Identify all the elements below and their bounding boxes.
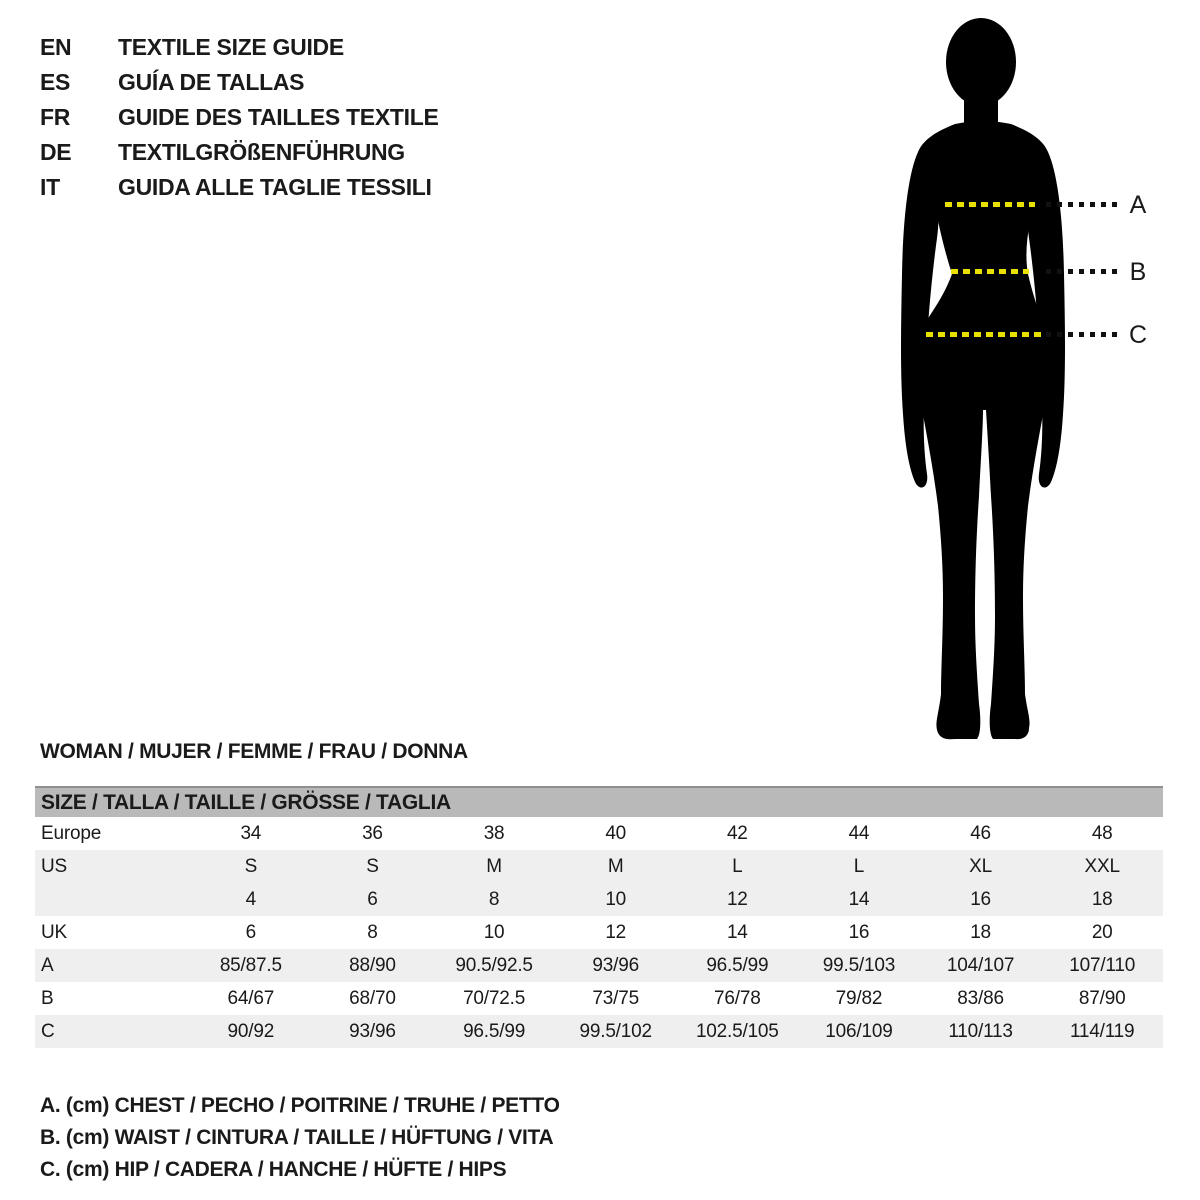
chest-connector-dots — [1046, 202, 1118, 207]
cell: 68/70 — [349, 987, 396, 1009]
cell: S — [190, 850, 312, 883]
table-row-chest-a — [35, 949, 1163, 982]
cell: 16 — [920, 883, 1042, 916]
cell: 44 — [848, 822, 870, 844]
cell: 34 — [240, 822, 262, 844]
row-label-europe: Europe — [41, 822, 102, 844]
lang-label-en: TEXTILE SIZE GUIDE — [118, 34, 344, 60]
cell: 46 — [970, 822, 991, 844]
cell: 106/109 — [798, 1015, 920, 1048]
cell: 14 — [798, 883, 920, 916]
lang-code-en: EN — [40, 34, 72, 60]
cell: 87/90 — [1078, 987, 1126, 1009]
cell: M — [555, 850, 677, 883]
size-table-header-row — [35, 787, 1163, 817]
cell: 10 — [555, 883, 677, 916]
row-label-us: US — [35, 850, 190, 883]
waist-dash-line — [951, 269, 1029, 274]
row-label-c: C — [35, 1015, 190, 1048]
cell: 18 — [970, 921, 991, 943]
cell: 96.5/99 — [677, 949, 799, 982]
cell: 104/107 — [920, 949, 1042, 982]
lang-label-es: GUÍA DE TALLAS — [118, 69, 305, 95]
lang-code-es: ES — [40, 69, 71, 95]
cell: 12 — [677, 883, 799, 916]
row-label-b: B — [41, 987, 54, 1009]
lang-code-it: IT — [40, 174, 60, 200]
cell: 110/113 — [920, 1015, 1042, 1048]
table-row-hip-c — [35, 1015, 1163, 1048]
cell: 6 — [245, 921, 256, 943]
cell: 114/119 — [1041, 1015, 1163, 1048]
cell: 90.5/92.5 — [433, 949, 555, 982]
woman-silhouette-icon — [895, 6, 1085, 746]
cell: 79/82 — [835, 987, 883, 1009]
measurement-legend — [40, 1090, 560, 1186]
cell: 36 — [362, 822, 383, 844]
lang-code-fr: FR — [40, 104, 71, 130]
chest-measure-label: A — [1129, 191, 1147, 219]
lang-code-de: DE — [40, 139, 72, 165]
cell: 42 — [726, 822, 748, 844]
cell: L — [798, 850, 920, 883]
cell: 93/96 — [312, 1015, 434, 1048]
size-table — [35, 786, 1163, 1048]
cell: 83/86 — [957, 987, 1004, 1009]
table-row-us-numeric — [35, 883, 1163, 916]
waist-connector-dots — [1046, 269, 1118, 274]
cell: L — [677, 850, 799, 883]
lang-label-fr: GUIDE DES TAILLES TEXTILE — [118, 104, 439, 130]
cell: 93/96 — [555, 949, 677, 982]
cell: S — [312, 850, 434, 883]
size-table-header-label: SIZE / TALLA / TAILLE / GRÖSSE / TAGLIA — [35, 787, 1163, 817]
cell: 64/67 — [227, 987, 275, 1009]
legend-line-chest: A. (cm) CHEST / PECHO / POITRINE / TRUHE / PETTO — [40, 1094, 560, 1117]
row-label-a: A — [35, 949, 190, 982]
cell: 16 — [848, 921, 870, 943]
cell: 20 — [1091, 921, 1113, 943]
cell: 85/87.5 — [190, 949, 312, 982]
cell: 18 — [1041, 883, 1163, 916]
row-label-uk: UK — [41, 921, 67, 943]
cell: 107/110 — [1041, 949, 1163, 982]
cell: 48 — [1091, 822, 1113, 844]
cell: 76/78 — [714, 987, 761, 1009]
cell: XL — [920, 850, 1042, 883]
cell: 99.5/103 — [798, 949, 920, 982]
cell: 4 — [190, 883, 312, 916]
cell: 70/72.5 — [463, 987, 526, 1009]
waist-measure-label: B — [1129, 258, 1147, 286]
cell: M — [433, 850, 555, 883]
cell: XXL — [1041, 850, 1163, 883]
cell: 12 — [605, 921, 627, 943]
cell: 40 — [605, 822, 627, 844]
legend-line-hip: C. (cm) HIP / CADERA / HANCHE / HÜFTE / HIPS — [40, 1158, 507, 1181]
cell: 99.5/102 — [555, 1015, 677, 1048]
hip-connector-dots — [1046, 332, 1118, 337]
lang-label-it: GUIDA ALLE TAGLIE TESSILI — [118, 174, 432, 200]
cell: 10 — [483, 921, 505, 943]
table-row-waist-b — [35, 982, 1163, 1015]
cell: 38 — [483, 822, 505, 844]
lang-label-de: TEXTILGRÖßENFÜHRUNG — [118, 139, 405, 165]
chest-dash-line — [945, 202, 1035, 207]
cell: 90/92 — [190, 1015, 312, 1048]
table-row-us — [35, 850, 1163, 883]
hip-dash-line — [926, 332, 1044, 337]
hip-measure-label: C — [1128, 321, 1148, 349]
cell: 88/90 — [312, 949, 434, 982]
cell: 8 — [433, 883, 555, 916]
cell: 96.5/99 — [433, 1015, 555, 1048]
cell: 14 — [726, 921, 748, 943]
cell: 8 — [367, 921, 378, 943]
cell: 6 — [312, 883, 434, 916]
table-row-uk — [35, 916, 1163, 949]
cell: 73/75 — [592, 987, 639, 1009]
section-title-woman: WOMAN / MUJER / FEMME / FRAU / DONNA — [40, 740, 468, 763]
table-row-europe — [35, 817, 1163, 850]
cell: 102.5/105 — [677, 1015, 799, 1048]
row-label-blank — [35, 883, 190, 916]
legend-line-waist: B. (cm) WAIST / CINTURA / TAILLE / HÜFTUNG / VITA — [40, 1126, 554, 1149]
